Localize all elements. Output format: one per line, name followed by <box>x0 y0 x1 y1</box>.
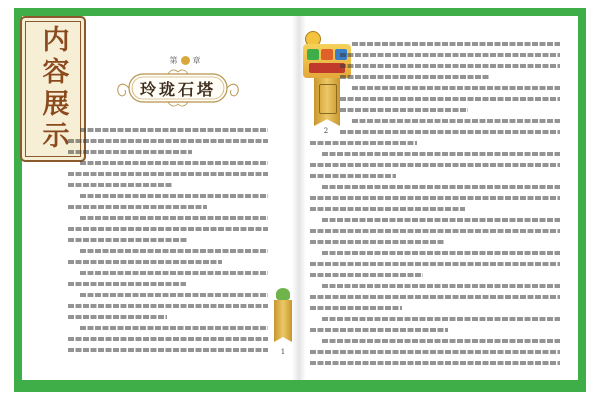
text-line <box>68 304 268 308</box>
ribbon-ornament <box>274 300 292 342</box>
text-line <box>352 119 560 123</box>
text-line <box>68 238 188 242</box>
chapter-number-badge <box>181 56 190 65</box>
text-line <box>310 328 448 332</box>
text-line <box>80 326 268 330</box>
text-line <box>80 216 268 220</box>
text-line <box>80 271 268 275</box>
chapter-heading <box>160 54 210 66</box>
chapter-title: 玲珑石塔 <box>139 79 216 99</box>
text-line <box>68 172 268 176</box>
text-line <box>80 293 268 297</box>
text-line <box>340 108 468 112</box>
left-page-number: 1 <box>280 348 286 356</box>
chapter-prefix: 第 <box>169 55 178 65</box>
text-line <box>310 350 560 354</box>
text-line <box>68 139 268 143</box>
text-line <box>68 183 173 187</box>
text-line <box>68 260 222 264</box>
text-line <box>310 196 560 200</box>
text-line <box>68 227 268 231</box>
text-line <box>310 207 465 211</box>
text-line <box>322 185 560 189</box>
ribbon-emblem <box>319 84 337 114</box>
text-line <box>322 152 560 156</box>
text-line <box>310 361 560 365</box>
text-line <box>310 163 560 167</box>
chapter-suffix: 章 <box>192 55 201 65</box>
text-line <box>68 205 207 209</box>
text-line <box>322 317 560 321</box>
text-line <box>310 174 396 178</box>
text-line <box>310 262 560 266</box>
text-line <box>68 315 167 319</box>
text-line <box>310 229 560 233</box>
text-line <box>310 273 423 277</box>
text-line <box>80 161 268 165</box>
text-line <box>80 194 268 198</box>
text-line <box>352 86 560 90</box>
text-line <box>310 141 417 145</box>
text-line <box>68 282 186 286</box>
text-line <box>68 337 268 341</box>
text-line <box>68 150 192 154</box>
text-line <box>310 240 444 244</box>
text-line <box>322 251 560 255</box>
text-line <box>340 64 560 68</box>
text-line <box>340 130 560 134</box>
right-page-number: 2 <box>323 127 329 135</box>
series-logo <box>303 44 351 78</box>
label-title: 内容展示 <box>37 25 69 153</box>
text-line <box>322 339 560 343</box>
text-line <box>340 97 560 101</box>
text-line <box>310 306 402 310</box>
text-line <box>310 295 560 299</box>
text-line <box>80 249 268 253</box>
text-line <box>352 42 560 46</box>
text-line <box>80 128 268 132</box>
text-line <box>322 284 560 288</box>
text-line <box>340 53 560 57</box>
character-ornament <box>276 288 290 300</box>
text-line <box>68 348 268 352</box>
text-line <box>340 75 489 79</box>
text-line <box>322 218 560 222</box>
